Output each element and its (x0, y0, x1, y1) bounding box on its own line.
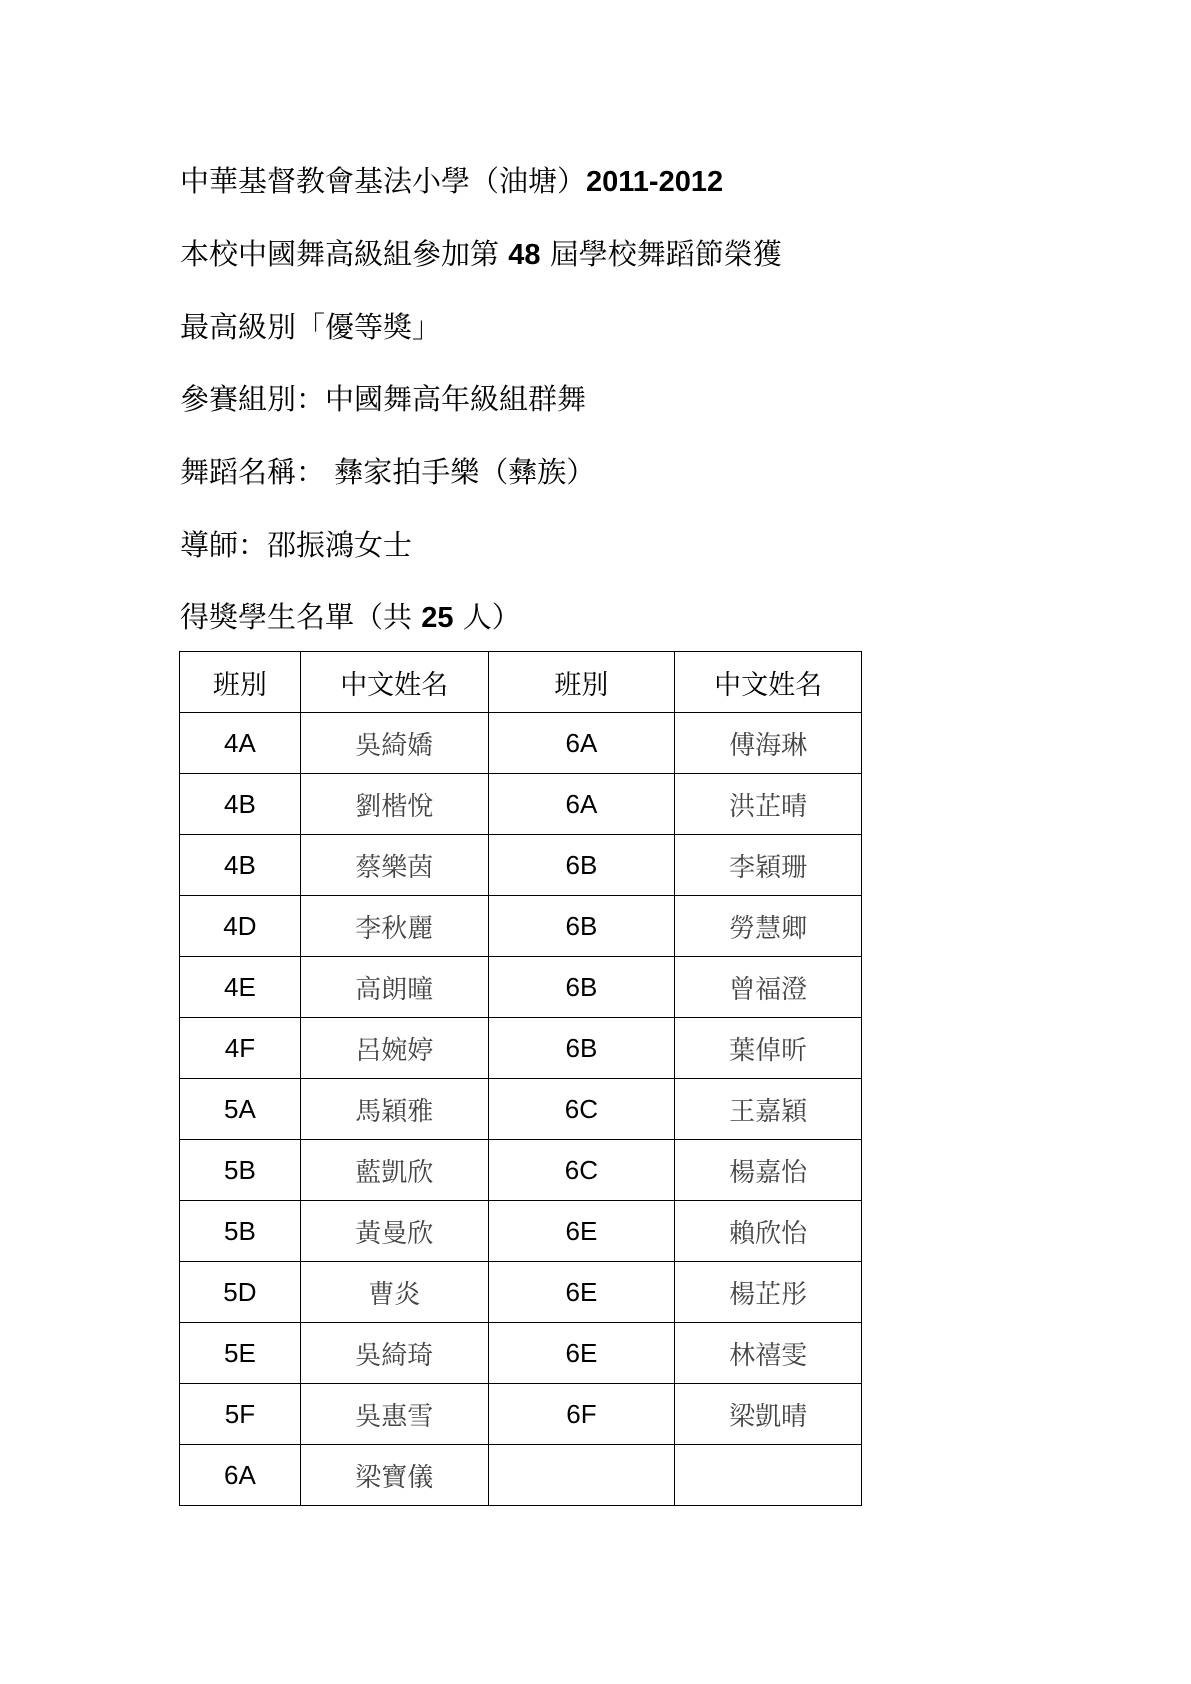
class-cell: 6A (180, 1445, 301, 1506)
student-name-cell: 李秋麗 (300, 896, 488, 957)
class-cell: 5F (180, 1384, 301, 1445)
student-name-cell: 蔡樂茵 (300, 835, 488, 896)
table-row (180, 1323, 862, 1384)
table-row (180, 957, 862, 1018)
class-cell: 6B (488, 957, 675, 1018)
student-name-cell: 楊芷彤 (675, 1262, 862, 1323)
class-cell: 5A (180, 1079, 301, 1140)
class-cell: 4A (180, 713, 301, 774)
class-cell: 5B (180, 1140, 301, 1201)
class-cell: 6E (488, 1201, 675, 1262)
student-name-cell: 馬穎雅 (300, 1079, 488, 1140)
header-name-1: 中文姓名 (300, 652, 488, 713)
class-cell: 6B (488, 1018, 675, 1079)
student-name-cell: 吳惠雪 (300, 1384, 488, 1445)
table-row (180, 1445, 862, 1506)
class-cell: 4F (180, 1018, 301, 1079)
school-title (180, 161, 723, 202)
class-cell: 6A (488, 774, 675, 835)
table-row (180, 896, 862, 957)
student-name-cell: 曹炎 (300, 1262, 488, 1323)
class-cell: 6F (488, 1384, 675, 1445)
student-list-title-pre: 得獎學生名單（共 (180, 600, 422, 634)
student-name-cell: 呂婉婷 (300, 1018, 488, 1079)
table-row (180, 1079, 862, 1140)
student-list-title-post: 人） (453, 600, 521, 634)
class-cell: 6E (488, 1323, 675, 1384)
table-row (180, 1384, 862, 1445)
class-cell: 6B (488, 835, 675, 896)
student-name-cell: 高朗曈 (300, 957, 488, 1018)
festival-number: 48 (508, 239, 541, 271)
student-name-cell: 葉倬昕 (675, 1018, 862, 1079)
table-row (180, 774, 862, 835)
class-cell (488, 1445, 675, 1506)
school-name: 中華基督教會基法小學（油塘） (180, 164, 587, 198)
student-name-cell: 劉楷悅 (300, 774, 488, 835)
student-name-cell: 梁寶儀 (300, 1445, 488, 1506)
student-name-cell: 曾福澄 (675, 957, 862, 1018)
instructor: 導師：邵振鴻女士 (180, 528, 413, 562)
student-name-cell: 梁凱晴 (675, 1384, 862, 1445)
class-cell: 5D (180, 1262, 301, 1323)
header-name-2: 中文姓名 (675, 652, 862, 713)
table-row (180, 1140, 862, 1201)
class-cell: 6B (488, 896, 675, 957)
award-statement-pre: 本校中國舞高級組參加第 (180, 237, 509, 271)
class-cell: 5B (180, 1201, 301, 1262)
student-count: 25 (421, 602, 454, 634)
student-name-cell: 賴欣怡 (675, 1201, 862, 1262)
student-list-title (180, 597, 521, 638)
student-name-cell: 吳綺嬌 (300, 713, 488, 774)
award-students-table (179, 651, 862, 1506)
student-name-cell (675, 1445, 862, 1506)
student-name-cell: 傅海琳 (675, 713, 862, 774)
student-name-cell: 藍凱欣 (300, 1140, 488, 1201)
student-name-cell: 洪芷晴 (675, 774, 862, 835)
table-row (180, 835, 862, 896)
header-class-1: 班別 (180, 652, 301, 713)
award-statement-post: 屆學校舞蹈節榮獲 (540, 237, 782, 271)
student-name-cell: 林禧雯 (675, 1323, 862, 1384)
class-cell: 4B (180, 835, 301, 896)
class-cell: 6E (488, 1262, 675, 1323)
student-name-cell: 吳綺琦 (300, 1323, 488, 1384)
student-name-cell: 楊嘉怡 (675, 1140, 862, 1201)
class-cell: 6C (488, 1140, 675, 1201)
dance-name: 舞蹈名稱： 彝家拍手樂（彝族） (180, 455, 596, 489)
table-header-row (180, 652, 862, 713)
class-cell: 4D (180, 896, 301, 957)
award-level: 最高級別「優等獎」 (180, 310, 442, 344)
table-row (180, 713, 862, 774)
table-row (180, 1201, 862, 1262)
student-name-cell: 李穎珊 (675, 835, 862, 896)
table-row (180, 1262, 862, 1323)
class-cell: 4E (180, 957, 301, 1018)
class-cell: 5E (180, 1323, 301, 1384)
student-name-cell: 勞慧卿 (675, 896, 862, 957)
class-cell: 4B (180, 774, 301, 835)
class-cell: 6A (488, 713, 675, 774)
school-year: 2011-2012 (586, 166, 724, 198)
header-class-2: 班別 (488, 652, 675, 713)
award-statement (180, 234, 782, 275)
table-row (180, 1018, 862, 1079)
student-name-cell: 黃曼欣 (300, 1201, 488, 1262)
student-name-cell: 王嘉穎 (675, 1079, 862, 1140)
class-cell: 6C (488, 1079, 675, 1140)
competition-group: 參賽組別：中國舞高年級組群舞 (180, 382, 587, 416)
